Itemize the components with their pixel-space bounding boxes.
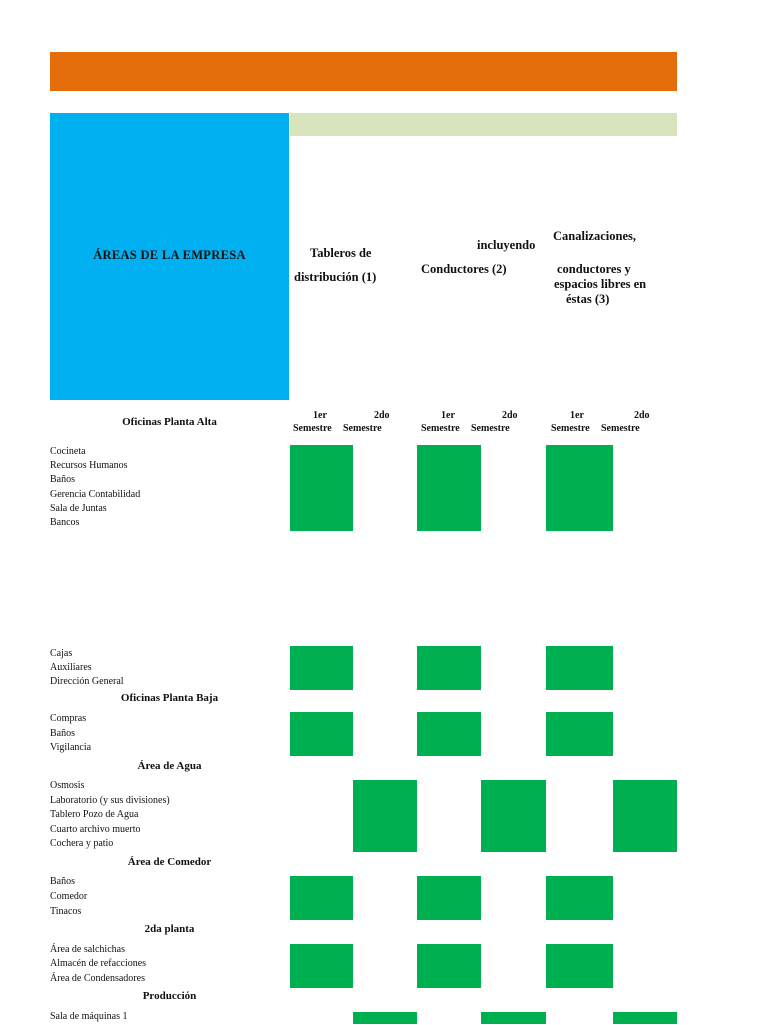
list-item: Cuarto archivo muerto xyxy=(50,824,141,835)
col1-sem1-top: 1er xyxy=(313,410,327,421)
section-2da-planta: 2da planta xyxy=(144,923,195,935)
list-item: Baños xyxy=(50,474,75,485)
schedule-cell-col2 xyxy=(417,944,481,988)
schedule-cell-col1 xyxy=(353,1012,417,1024)
list-item: Dirección General xyxy=(50,676,124,687)
list-item: Sala de Juntas xyxy=(50,503,107,514)
schedule-cell-col2 xyxy=(481,1012,546,1024)
schedule-cell-col2 xyxy=(417,646,481,690)
list-item: Gerencia Contabilidad xyxy=(50,489,141,500)
col2-sem1-bottom: Semestre xyxy=(421,423,460,434)
schedule-cell-col3 xyxy=(546,944,613,988)
col2-header-line2: Conductores (2) xyxy=(421,262,507,276)
list-item: Sala de máquinas 1 xyxy=(50,1011,128,1022)
col1-header-line1: Tableros de xyxy=(310,246,372,260)
list-item: Almacén de refacciones xyxy=(50,958,147,969)
list-item: Bancos xyxy=(50,517,80,528)
schedule-cell-col1 xyxy=(353,780,417,852)
col3-header-line4: éstas (3) xyxy=(566,292,610,306)
list-item: Tablero Pozo de Agua xyxy=(50,809,139,820)
col3-header-line1: Canalizaciones, xyxy=(553,229,636,243)
col3-header-line3: espacios libres en xyxy=(554,277,647,291)
list-item: Compras xyxy=(50,713,87,724)
list-item: Área de salchichas xyxy=(50,944,125,955)
schedule-cell-col1 xyxy=(290,876,353,920)
col3-sem1-top: 1er xyxy=(570,410,584,421)
section-area-de-comedor: Área de Comedor xyxy=(127,856,212,868)
list-item: Cajas xyxy=(50,648,73,659)
schedule-cell-col3 xyxy=(546,445,613,531)
section-area-de-agua: Área de Agua xyxy=(137,760,202,772)
schedule-cell-col3 xyxy=(546,876,613,920)
list-item: Tinacos xyxy=(50,906,82,917)
col2-header-line1: incluyendo xyxy=(477,238,536,252)
schedule-cell-col3 xyxy=(613,1012,677,1024)
schedule-cell-col3 xyxy=(546,646,613,690)
section-produccion: Producción xyxy=(142,990,197,1002)
list-item: Auxiliares xyxy=(50,662,92,673)
areas-title: ÁREAS DE LA EMPRESA xyxy=(93,248,246,262)
section-oficinas-planta-alta: Oficinas Planta Alta xyxy=(122,416,217,428)
col2-sem2-top: 2do xyxy=(502,410,518,421)
header-bar xyxy=(50,52,677,91)
col1-sem2-top: 2do xyxy=(374,410,390,421)
section-oficinas-planta-baja: Oficinas Planta Baja xyxy=(120,692,219,704)
schedule-cell-col1 xyxy=(290,944,353,988)
schedule-cell-col2 xyxy=(417,876,481,920)
list-item: Cocineta xyxy=(50,446,86,457)
col3-sem1-bottom: Semestre xyxy=(551,423,590,434)
schedule-cell-col2 xyxy=(417,712,481,756)
list-item: Comedor xyxy=(50,891,88,902)
schedule-cell-col1 xyxy=(290,712,353,756)
list-item: Laboratorio (y sus divisiones) xyxy=(50,795,170,806)
col3-header-line2: conductores y xyxy=(557,262,631,276)
col3-sem2-top: 2do xyxy=(634,410,650,421)
list-item: Área de Condensadores xyxy=(50,973,145,984)
list-item: Recursos Humanos xyxy=(50,460,128,471)
schedule-cell-col3 xyxy=(546,712,613,756)
list-item: Baños xyxy=(50,728,75,739)
subheader-strip xyxy=(290,113,677,136)
list-item: Vigilancia xyxy=(50,742,92,753)
col3-sem2-bottom: Semestre xyxy=(601,423,640,434)
col1-sem1-bottom: Semestre xyxy=(293,423,332,434)
col1-header-line2: distribución (1) xyxy=(294,270,377,284)
col1-sem2-bottom: Semestre xyxy=(343,423,382,434)
col2-sem1-top: 1er xyxy=(441,410,455,421)
schedule-cell-col2 xyxy=(417,445,481,531)
list-item: Baños xyxy=(50,876,75,887)
schedule-cell-col1 xyxy=(290,646,353,690)
list-item: Cochera y patio xyxy=(50,838,114,849)
list-item: Osmosis xyxy=(50,780,85,791)
schedule-cell-col2 xyxy=(481,780,546,852)
schedule-cell-col1 xyxy=(290,445,353,531)
col2-sem2-bottom: Semestre xyxy=(471,423,510,434)
schedule-cell-col3 xyxy=(613,780,677,852)
